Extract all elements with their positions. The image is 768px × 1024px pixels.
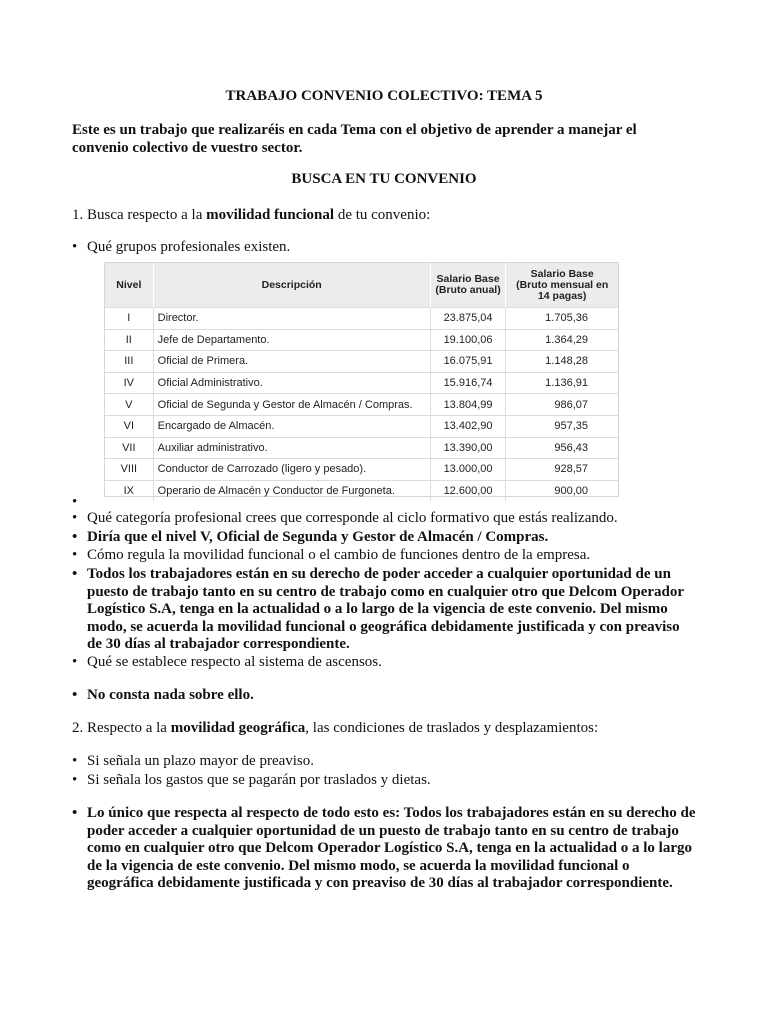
bullet-nivel-answer: • Diría que el nivel V, Oficial de Segunda y Gestor de Almacén / Compras. [72, 529, 696, 547]
question-1-pre: 1. Busca respecto a la [72, 207, 207, 223]
cell-anual: 13.402,90 [430, 415, 506, 437]
question-1-post: de tu convenio: [334, 207, 431, 223]
cell-descripcion: Oficial de Segunda y Gestor de Almacén / Compras. [153, 394, 430, 416]
bullet-ascensos-answer: • No consta nada sobre ello. [72, 687, 696, 705]
cell-descripcion: Oficial Administrativo. [153, 372, 430, 394]
question-2 [72, 719, 598, 737]
cell-nivel: IV [105, 372, 153, 394]
cell-mensual: 1.364,29 [506, 329, 618, 351]
cell-anual: 19.100,06 [430, 329, 506, 351]
cell-anual: 15.916,74 [430, 372, 506, 394]
cell-nivel: VI [105, 415, 153, 437]
cell-nivel: V [105, 394, 153, 416]
cell-mensual: 986,07 [506, 394, 618, 416]
bullet-ascensos: • Qué se establece respecto al sistema de ascensos. [72, 654, 696, 672]
cell-anual: 13.000,00 [430, 459, 506, 481]
cell-descripcion: Director. [153, 308, 430, 330]
cell-descripcion: Jefe de Departamento. [153, 329, 430, 351]
bullet-categoria: • Qué categoría profesional crees que corresponde al ciclo formativo que estás realizando. [72, 510, 696, 528]
cell-mensual: 1.136,91 [506, 372, 618, 394]
cell-nivel: VII [105, 437, 153, 459]
table-row [105, 415, 618, 437]
bullet-gastos: • Si señala los gastos que se pagarán por traslados y dietas. [72, 772, 696, 790]
header-salario-mensual [506, 263, 618, 308]
cell-nivel: VIII [105, 459, 153, 481]
salary-table [104, 262, 619, 497]
cell-nivel: IX [105, 480, 153, 501]
cell-anual: 16.075,91 [430, 351, 506, 373]
question-1-bold: movilidad funcional [206, 207, 335, 223]
header-descripcion: Descripción [153, 263, 430, 308]
cell-mensual: 1.148,28 [506, 351, 618, 373]
cell-anual: 12.600,00 [430, 480, 506, 501]
cell-descripcion: Conductor de Carrozado (ligero y pesado). [153, 459, 430, 481]
cell-descripcion: Auxiliar administrativo. [153, 437, 430, 459]
cell-anual: 13.804,99 [430, 394, 506, 416]
bullet-preaviso: • Si señala un plazo mayor de preaviso. [72, 753, 696, 771]
bullet-movilidad-answer: • Todos los trabajadores están en su derecho de poder acceder a cualquier oportunidad de un puesto de trabajo tanto en su centro de trabajo como en cualquier otro que Delcom Operador Logístico S.A, tenga en la actualidad o a lo largo de la vigencia de este convenio. Del mismo modo, se acuerda la movilidad funcional o geográfica debidamente justificada y con preaviso de 30 días al trabajador correspondiente. [72, 566, 696, 654]
header-mensual-line1: Salario Base [530, 267, 594, 280]
cell-mensual: 956,43 [506, 437, 618, 459]
header-nivel: Nivel [105, 263, 153, 308]
intro-paragraph: Este es un trabajo que realizaréis en cada Tema con el objetivo de aprender a manejar el convenio colectivo de vuestro sector. [72, 122, 637, 156]
document-title: TRABAJO CONVENIO COLECTIVO: TEMA 5 [225, 88, 543, 104]
table-row [105, 437, 618, 459]
question-2-post: , las condiciones de traslados y desplazamientos: [305, 720, 599, 736]
table-row [105, 308, 618, 330]
table-row [105, 459, 618, 481]
section-subtitle: BUSCA EN TU CONVENIO [291, 171, 477, 187]
table-row [105, 394, 618, 416]
table-row [105, 372, 618, 394]
cell-mensual: 1.705,36 [506, 308, 618, 330]
header-anual-line2: (Bruto anual) [435, 284, 501, 296]
cell-descripcion: Operario de Almacén y Conductor de Furgoneta. [153, 480, 430, 501]
cell-nivel: III [105, 351, 153, 373]
question-2-pre: 2. Respecto a la [72, 720, 171, 736]
cell-descripcion: Encargado de Almacén. [153, 415, 430, 437]
bullet-grupos: • Qué grupos profesionales existen. [72, 239, 696, 257]
bullet-movilidad-funcional: • Cómo regula la movilidad funcional o el cambio de funciones dentro de la empresa. [72, 547, 696, 565]
header-salario-anual [430, 263, 506, 308]
table-row [105, 351, 618, 373]
cell-mensual: 957,35 [506, 415, 618, 437]
table-row [105, 329, 618, 351]
cell-descripcion: Oficial de Primera. [153, 351, 430, 373]
header-mensual-line3: 14 pagas) [537, 289, 587, 302]
cell-mensual: 900,00 [506, 480, 618, 501]
question-1 [72, 206, 430, 224]
header-anual-line1: Salario Base [436, 273, 500, 285]
table-header-row [105, 263, 618, 308]
cell-anual: 13.390,00 [430, 437, 506, 459]
cell-nivel: II [105, 329, 153, 351]
question-2-bold: movilidad geográfica [170, 720, 306, 736]
header-mensual-line2: (Bruto mensual en [516, 278, 609, 291]
table-row [105, 480, 618, 501]
bullet-geografica-answer: • Lo único que respecta al respecto de todo esto es: Todos los trabajadores están en su derecho de poder acceder a cualquier oportunidad de un puesto de trabajo tanto en su centro de trabajo como en cualquier otro que Delcom Operador Logístico S.A, tenga en la actualidad o a lo largo de la vigencia de este convenio. Del mismo modo, se acuerda la movilidad funcional o geográfica debidamente justificada y con preaviso de 30 días al trabajador correspondiente. [72, 805, 696, 893]
cell-anual: 23.875,04 [430, 308, 506, 330]
cell-mensual: 928,57 [506, 459, 618, 481]
cell-nivel: I [105, 308, 153, 330]
